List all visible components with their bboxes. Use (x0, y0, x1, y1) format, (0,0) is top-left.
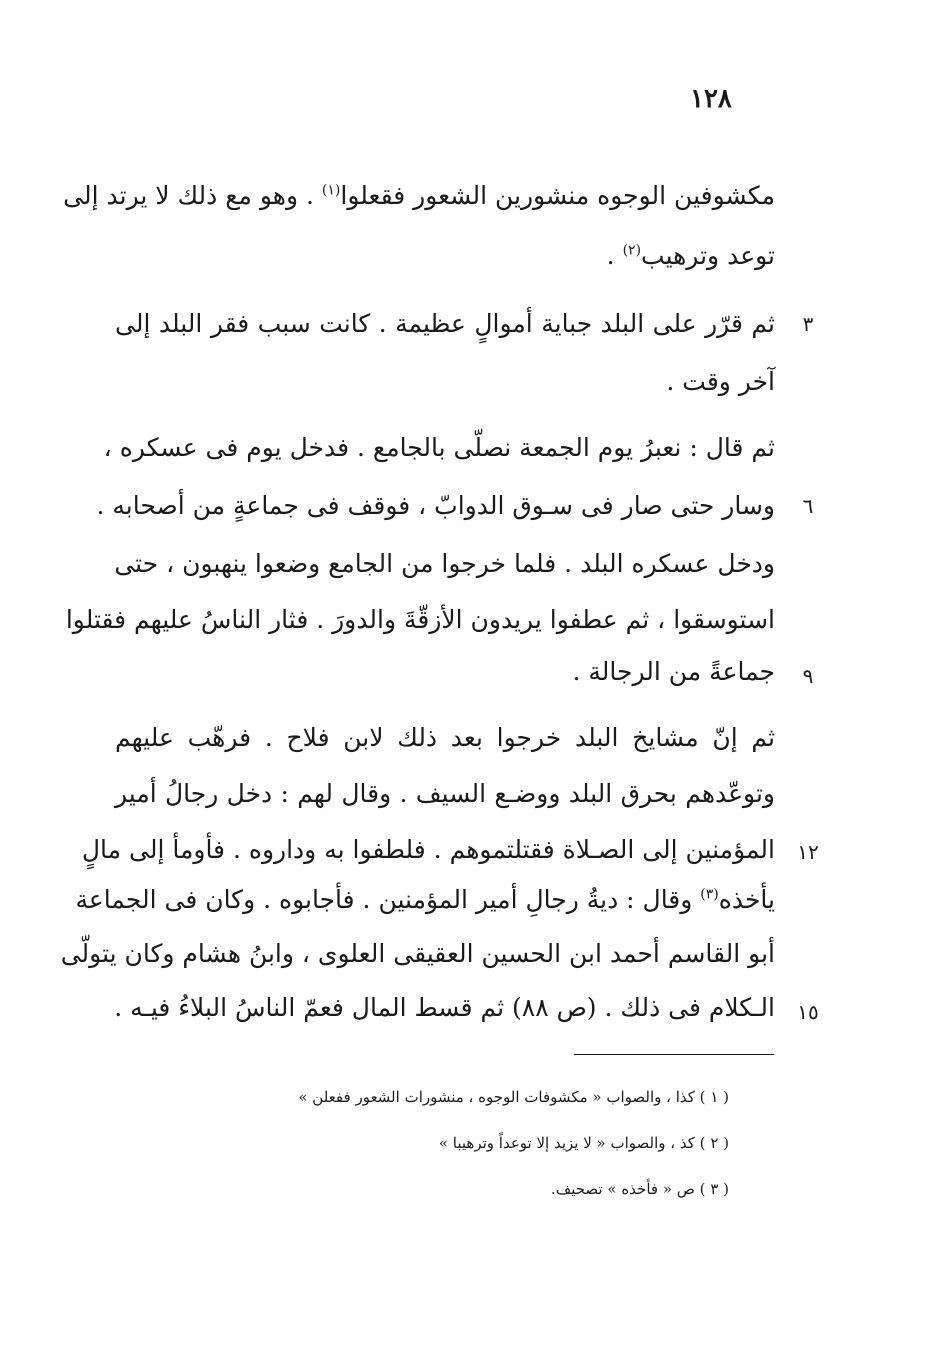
text-line: آخر وقت . (666, 367, 775, 396)
text-line: استوسقوا ، ثم عطفوا يريدون الأزقّةَ والدورَ . فثار الناسُ عليهم فقتلوا (65, 605, 775, 634)
footnote-ref: (٣) (700, 886, 719, 903)
footnote-ref: (١) (321, 182, 341, 199)
text-segment: مكشوفين الوجوه منشورين الشعور فقعلوا (340, 181, 775, 210)
text-line: ثم قال : نعبرُ يوم الجمعة نصلّى بالجامع . فدخل يوم فى عسكره ، (103, 433, 775, 462)
text-segment: . (606, 241, 623, 270)
text-line: أبو القاسم أحمد ابن الحسين العقيقى العلوى ، وابنُ هشام وكان يتولّى (60, 939, 775, 968)
footnote-ref: (٢) (622, 242, 642, 259)
text-segment: توعد وترهيب (641, 241, 775, 270)
line-number: ١٥ (797, 1000, 819, 1024)
footnote: ( ٣ ) ص « فأخذه » تصحيف. (550, 1180, 729, 1198)
line-number: ١٢ (797, 840, 819, 864)
text-line: ثم قرّر على البلد جباية أموالٍ عظيمة . كانت سبب فقر البلد إلى (115, 309, 775, 338)
text-line: ثم إنّ مشايخ البلد خرجوا بعد ذلك لابن فلاح . فرهّب عليهم (115, 723, 775, 752)
page-number: ١٢٨ (690, 84, 732, 114)
text-segment: . وهو مع ذلك لا يرتد إلى (63, 181, 322, 210)
text-line (75, 880, 775, 920)
footnote: ( ٢ ) كذ ، والصواب « لا يزيد إلا توعداً وترهيبا » (438, 1134, 729, 1152)
text-line: المؤمنين إلى الصـلاة فقتلتموهم . فلطفوا به وداروه . فأومأ إلى مالٍ (81, 835, 775, 864)
line-number: ٣ (802, 312, 814, 336)
text-line: جماعةً من الرجالة . (572, 657, 775, 686)
text-line: وسار حتى صار فى سـوق الدوابّ ، فوقف فى جماعةٍ من أصحابه . (96, 491, 775, 520)
text-segment: يأخذه (718, 885, 775, 914)
footnote: ( ١ ) كذا ، والصواب « مكشوفات الوجوه ، منشورات الشعور ففعلن » (298, 1088, 729, 1106)
text-line (115, 236, 775, 276)
text-line (63, 176, 775, 216)
text-segment: وقال : ديةُ رجالِ أمير المؤمنين . فأجابوه . وكان فى الجماعة (75, 885, 701, 914)
text-line: وتوعّدهم بحرق البلد ووضـع السيف . وقال لهم : دخل رجالُ أمير (115, 779, 775, 808)
text-line: الـكلام فى ذلك . (ص ٨٨) ثم قسط المال فعمّ الناسُ البلاءُ فيـه . (114, 993, 775, 1022)
footnote-separator (574, 1054, 774, 1055)
line-number: ٦ (802, 494, 814, 518)
text-line: ودخل عسكره البلد . فلما خرجوا من الجامع وضعوا ينهبون ، حتى (114, 549, 775, 578)
line-number: ٩ (802, 664, 814, 688)
